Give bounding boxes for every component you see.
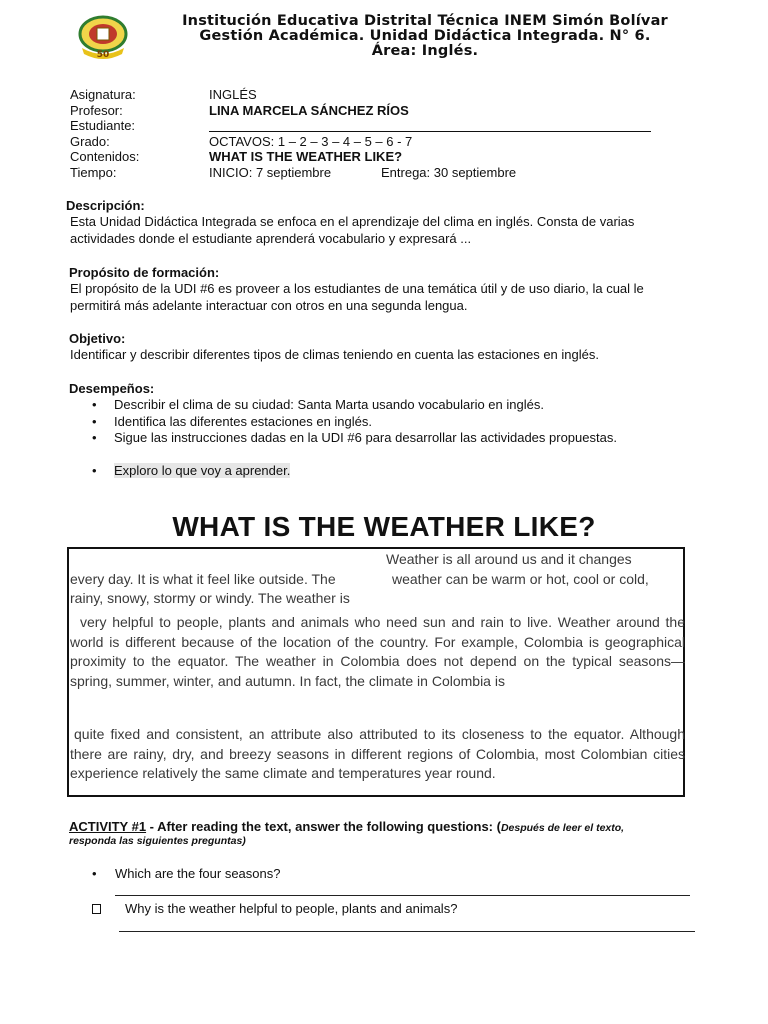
reading-p1-line3: rainy, snowy, stormy or windy. The weather is — [70, 590, 350, 606]
desempenos-title: Desempeños: — [69, 381, 155, 396]
reading-p1-line2-right: weather can be warm or hot, cool or cold, — [392, 571, 649, 587]
document-header — [140, 14, 710, 59]
profesor-label: Profesor: — [70, 102, 123, 118]
grado-label: Grado: — [70, 133, 110, 149]
reading-p2: very helpful to people, plants and animals who need sun and rain to live. Weather around the world is different because of the location of the country. For example, Colombia is geographical proximity to the equator. The weather in Colombia does not depend on the typical seasons—spring, summer, winter, and autumn. In fact, the climate in Colombia is — [70, 614, 685, 689]
proposito-line2: permitirá más adelante interactuar con otros en una segunda lengua. — [70, 298, 468, 313]
estudiante-label: Estudiante: — [70, 118, 136, 133]
question-1: Which are the four seasons? — [115, 866, 281, 881]
checkbox-icon — [92, 904, 101, 914]
descripcion-title: Descripción: — [66, 198, 145, 213]
tiempo-entrega: Entrega: 30 septiembre — [381, 164, 517, 180]
descripcion-line1: Esta Unidad Didáctica Integrada se enfoca en el aprendizaje del clima en inglés. Consta de varias — [70, 214, 635, 229]
list-item: • Describir el clima de su ciudad: Santa Marta usando vocabulario en inglés. — [92, 397, 617, 414]
question-2: Why is the weather helpful to people, plants and animals? — [125, 901, 458, 916]
estudiante-blank[interactable] — [209, 118, 651, 132]
activity-instruction: - After reading the text, answer the following questions: ( — [146, 819, 501, 834]
proposito-body — [70, 280, 644, 314]
grado-value: OCTAVOS: 1 – 2 – 3 – 4 – 5 – 6 - 7 — [209, 133, 413, 149]
contenidos-value: WHAT IS THE WEATHER LIKE? — [209, 149, 403, 164]
header-unit: Gestión Académica. Unidad Didáctica Integrada. N° 6. — [199, 28, 651, 44]
bullet-icon: • — [92, 866, 97, 881]
info-block — [70, 87, 651, 180]
descripcion-body — [70, 213, 634, 247]
desempenos-list — [92, 397, 617, 447]
list-item: • Identifica las diferentes estaciones en inglés. — [92, 414, 617, 431]
asignatura-value: INGLÉS — [209, 87, 257, 102]
descripcion-line2: actividades donde el estudiante aprenderá vocabulario y expresará ... — [70, 231, 472, 246]
objetivo-title: Objetivo: — [69, 331, 126, 346]
proposito-title: Propósito de formación: — [69, 265, 220, 280]
list-item: • Sigue las instrucciones dadas en la UDI #6 para desarrollar las actividades propuestas. — [92, 430, 617, 447]
header-institution: Institución Educativa Distrital Técnica INEM Simón Bolívar — [182, 13, 668, 29]
asignatura-label: Asignatura: — [70, 87, 136, 102]
proposito-line1: El propósito de la UDI #6 es proveer a los estudiantes de una temática útil y de uso diario, la cual le — [70, 281, 644, 296]
tiempo-label: Tiempo: — [70, 164, 117, 180]
reading-p3: quite fixed and consistent, an attribute also attributed to its closeness to the equator. Although there are rainy, dry, and breezy seasons in different regions of Colombia, most Colombian cities experience relatively the same climate and temperatures year round. — [70, 726, 685, 781]
profesor-value: LINA MARCELA SÁNCHEZ RÍOS — [209, 102, 409, 118]
objetivo-text: Identificar y describir diferentes tipos de climas teniendo en cuenta las estaciones en inglés. — [70, 347, 599, 362]
list-item — [92, 463, 290, 480]
school-logo — [76, 14, 130, 60]
header-area: Área: Inglés. — [371, 43, 479, 59]
explore-list — [92, 463, 290, 480]
reading-title: WHAT IS THE WEATHER LIKE? — [172, 511, 596, 542]
tiempo-inicio: INICIO: 7 septiembre — [209, 164, 332, 180]
answer-line-2[interactable] — [119, 931, 695, 932]
activity-note-line2: responda las siguientes preguntas) — [69, 835, 246, 847]
activity-note-inline: Después de leer el texto, — [500, 822, 625, 834]
activity-title — [69, 819, 624, 834]
activity-label: ACTIVITY #1 — [69, 819, 147, 834]
reading-p1-line2-left: every day. It is what it feel like outside. The — [70, 571, 336, 587]
contenidos-label: Contenidos: — [70, 149, 140, 164]
explore-text: Exploro lo que voy a aprender. — [114, 463, 291, 478]
logo-text: 50 — [96, 50, 110, 60]
answer-line-1[interactable] — [115, 895, 690, 896]
reading-p1-right: Weather is all around us and it changes — [386, 551, 632, 567]
